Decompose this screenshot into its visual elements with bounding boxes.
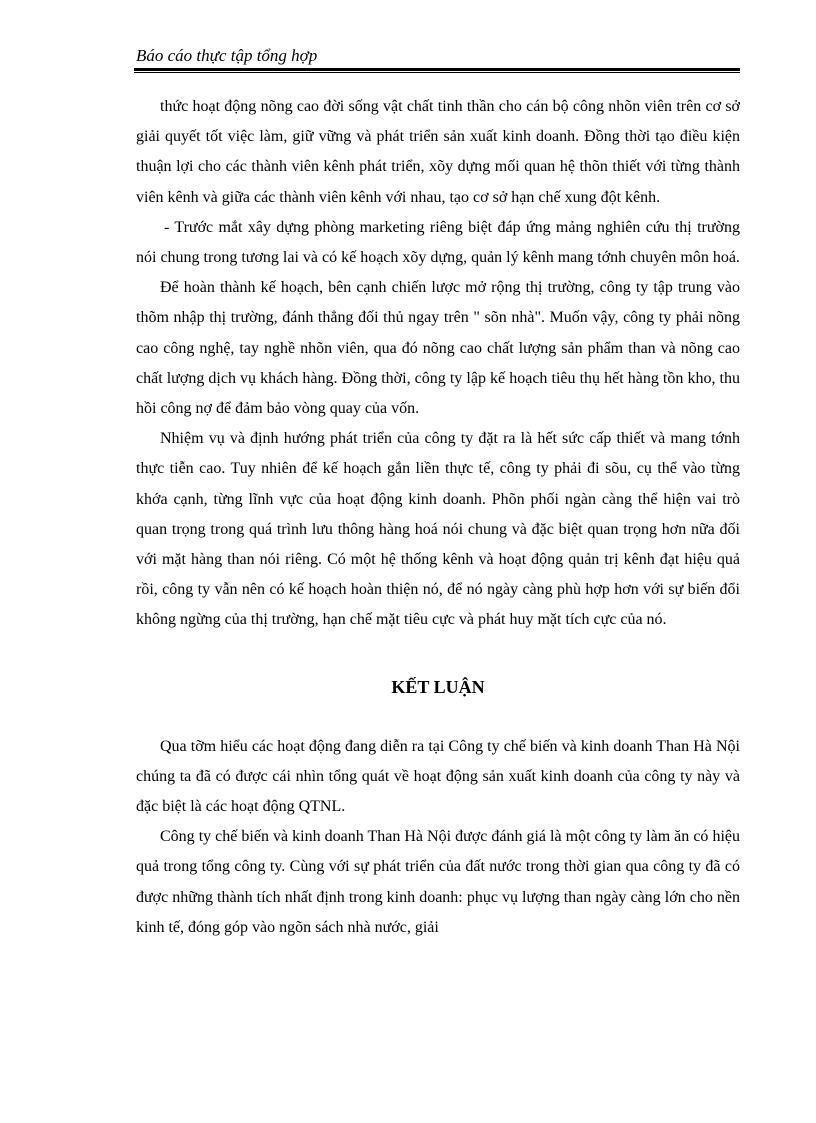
section-heading: KẾT LUẬN — [391, 676, 485, 697]
heading-spacer — [136, 702, 740, 732]
body-paragraph: Nhiệm vụ và định hướng phát triển của công ty đặt ra là hết sức cấp thiết và mang tớnh thực tiễn cao. Tuy nhiên để kế hoạch gắn liền thực tế, công ty phải đi sõu, cụ thể vào từng khớa cạnh, từng lĩnh vực của hoạt động kinh doanh. Phõn phối ngàn càng thể hiện vai trò quan trọng trong quá trình lưu thông hàng hoá nói chung và đặc biệt quan trọng hơn nữa đối với mặt hàng than nói riêng. Có một hệ thống kênh và hoạt động quản trị kênh đạt hiệu quả rồi, công ty vẫn nên có kế hoạch hoàn thiện nó, để nó ngày càng phù hợp hơn với sự biến đổi không ngừng của thị trường, hạn chế mặt tiêu cực và phát huy mặt tích cực của nó. — [136, 430, 740, 629]
header-rule-thin — [134, 72, 740, 73]
document-body — [136, 92, 740, 943]
body-paragraph: thức hoạt động nõng cao đời sống vật chất tinh thần cho cán bộ công nhõn viên trên cơ sở giải quyết tốt việc làm, giữ vững và phát triển sản xuất kinh doanh. Đồng thời tạo điều kiện thuận lợi cho các thành viên kênh phát triển, xõy dựng mối quan hệ thõn thiết với từng thành viên kênh và giữa các thành viên kênh với nhau, tạo cơ sở hạn chế xung đột kênh. — [136, 98, 740, 206]
body-paragraph: Công ty chế biến và kinh doanh Than Hà Nội được đánh giá là một công ty làm ăn có hiệu quả trong tổng công ty. Cùng với sự phát triển của đất nước trong thời gian qua công ty đã có được những thành tích nhất định trong kinh doanh: phục vụ lượng than ngày càng lớn cho nền kinh tế, đóng góp vào ngõn sách nhà nước, giải — [136, 828, 740, 936]
body-paragraph: Qua tỡm hiểu các hoạt động đang diễn ra tại Công ty chế biến và kinh doanh Than Hà Nội chúng ta đã có được cái nhìn tổng quát về hoạt động sản xuất kinh doanh của công ty này và đặc biệt là các hoạt động QTNL. — [136, 737, 740, 816]
header-title: Báo cáo thực tập tổng hợp — [136, 46, 318, 65]
page-header — [134, 46, 740, 73]
header-rule-thick — [134, 68, 740, 71]
body-paragraph: - Trước mắt xây dựng phòng marketing riêng biệt đáp ứng mảng nghiên cứu thị trường nói chung trong tương lai và có kế hoạch xõy dựng, quản lý kênh mang tớnh chuyên môn hoá. — [136, 218, 740, 267]
body-paragraph: Để hoàn thành kế hoạch, bên cạnh chiến lược mở rộng thị trường, công ty tập trung vào thõm nhập thị trường, đánh thẳng đối thủ ngay trên " sõn nhà". Muốn vậy, công ty phải nõng cao công nghệ, tay nghề nhõn viên, qua đó nõng cao chất lượng sản phẩm than và nõng cao chất lượng dịch vụ khách hàng. Đồng thời, công ty lập kế hoạch tiêu thụ hết hàng tồn kho, thu hồi công nợ để đảm bảo vòng quay của vốn. — [136, 279, 740, 418]
